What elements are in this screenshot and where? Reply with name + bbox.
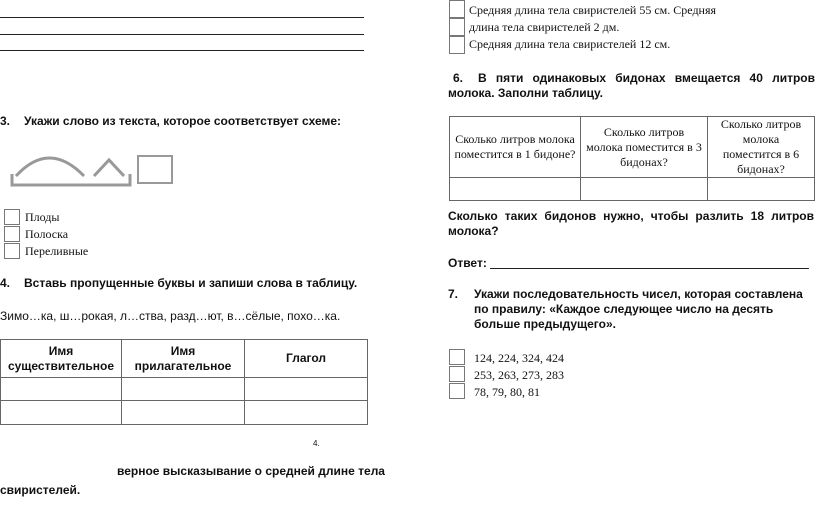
q6-answer-cell[interactable]: [581, 178, 708, 201]
top-option-checkbox-3[interactable]: [449, 36, 465, 54]
stem-bracket-icon: [12, 174, 130, 185]
q7-option-checkbox-2[interactable]: [449, 366, 465, 382]
q3-option-checkbox-2[interactable]: [4, 226, 20, 242]
top-option-line-2: длина тела свиристелей 2 дм.: [469, 20, 620, 34]
q4-number: 4.: [0, 276, 11, 290]
q6-text: В пяти одинаковых бидонах вмещается 40 литров молока. Заполни таблицу.: [448, 71, 815, 100]
q6-answer-cell[interactable]: [450, 178, 581, 201]
q4-cell[interactable]: [245, 401, 368, 425]
q3-option-checkbox-3[interactable]: [4, 243, 20, 259]
q6-header-1-bidon: Сколько литров молока поместится в 1 бидоне?: [450, 117, 581, 178]
q6-header-3-bidons: Сколько литров молока поместится в 3 бидонах?: [581, 117, 708, 178]
q7-number: 7.: [448, 287, 459, 301]
q4-cell[interactable]: [1, 378, 122, 401]
bottom-text-line-2: свиристелей.: [0, 483, 81, 497]
q4-table: [0, 339, 368, 425]
q7-option-1: 124, 224, 324, 424: [474, 351, 564, 365]
q4-cell[interactable]: [245, 378, 368, 401]
page-number: 4.: [313, 439, 320, 448]
q4-header-verb: Глагол: [245, 340, 368, 378]
q7-option-3: 78, 79, 80, 81: [474, 385, 540, 399]
top-option-line-3: Средняя длина тела свиристелей 12 см.: [469, 37, 671, 51]
q6-table: [449, 116, 815, 201]
q6-number: 6.: [453, 71, 464, 85]
q4-cell[interactable]: [1, 401, 122, 425]
root-arc-icon: [16, 158, 84, 176]
q6-header-6-bidons: Сколько литров молока поместится в 6 бидонах?: [708, 117, 815, 178]
answer-line-1: [0, 17, 364, 18]
q6-question: Сколько таких бидонов нужно, чтобы разлить 18 литров молока?: [448, 209, 814, 238]
suffix-caret-icon: [94, 160, 124, 176]
q4-words: Зимо…ка, ш…рокая, л…ства, разд…ют, в…сёлые, похо…ка.: [0, 309, 341, 323]
q7-text: Укажи последовательность чисел, которая составлена по правилу: «Каждое следующее число на десять больше предыдущего».: [474, 287, 803, 331]
answer-line-2: [0, 34, 364, 35]
q4-header-noun: Имя существительное: [1, 340, 122, 378]
q3-option-checkbox-1[interactable]: [4, 209, 20, 225]
q3-option-1: Плоды: [25, 210, 60, 224]
q3-option-3: Переливные: [25, 244, 89, 258]
word-scheme-diagram: [6, 148, 176, 190]
q4-cell[interactable]: [122, 378, 245, 401]
q3-number: 3.: [0, 114, 11, 128]
q3-text: Укажи слово из текста, которое соответствует схеме:: [24, 114, 342, 128]
q4-text: Вставь пропущенные буквы и запиши слова в таблицу.: [24, 276, 358, 290]
q3-option-2: Полоска: [25, 227, 69, 241]
top-option-checkbox-1[interactable]: [449, 0, 465, 18]
ending-box-icon: [138, 156, 172, 183]
q6-answer-cell[interactable]: [708, 178, 815, 201]
bottom-text-line-1: верное высказывание о средней длине тела: [117, 464, 385, 478]
q7-option-checkbox-1[interactable]: [449, 349, 465, 365]
q4-cell[interactable]: [122, 401, 245, 425]
answer-input-line[interactable]: [490, 268, 809, 269]
top-option-checkbox-2[interactable]: [449, 18, 465, 36]
q7-option-2: 253, 263, 273, 283: [474, 368, 564, 382]
answer-label: Ответ:: [448, 256, 487, 270]
q4-header-adjective: Имя прилагательное: [122, 340, 245, 378]
answer-line-3: [0, 50, 364, 51]
top-option-line-1: Средняя длина тела свиристелей 55 см. Средняя: [469, 3, 717, 17]
q7-option-checkbox-3[interactable]: [449, 383, 465, 399]
